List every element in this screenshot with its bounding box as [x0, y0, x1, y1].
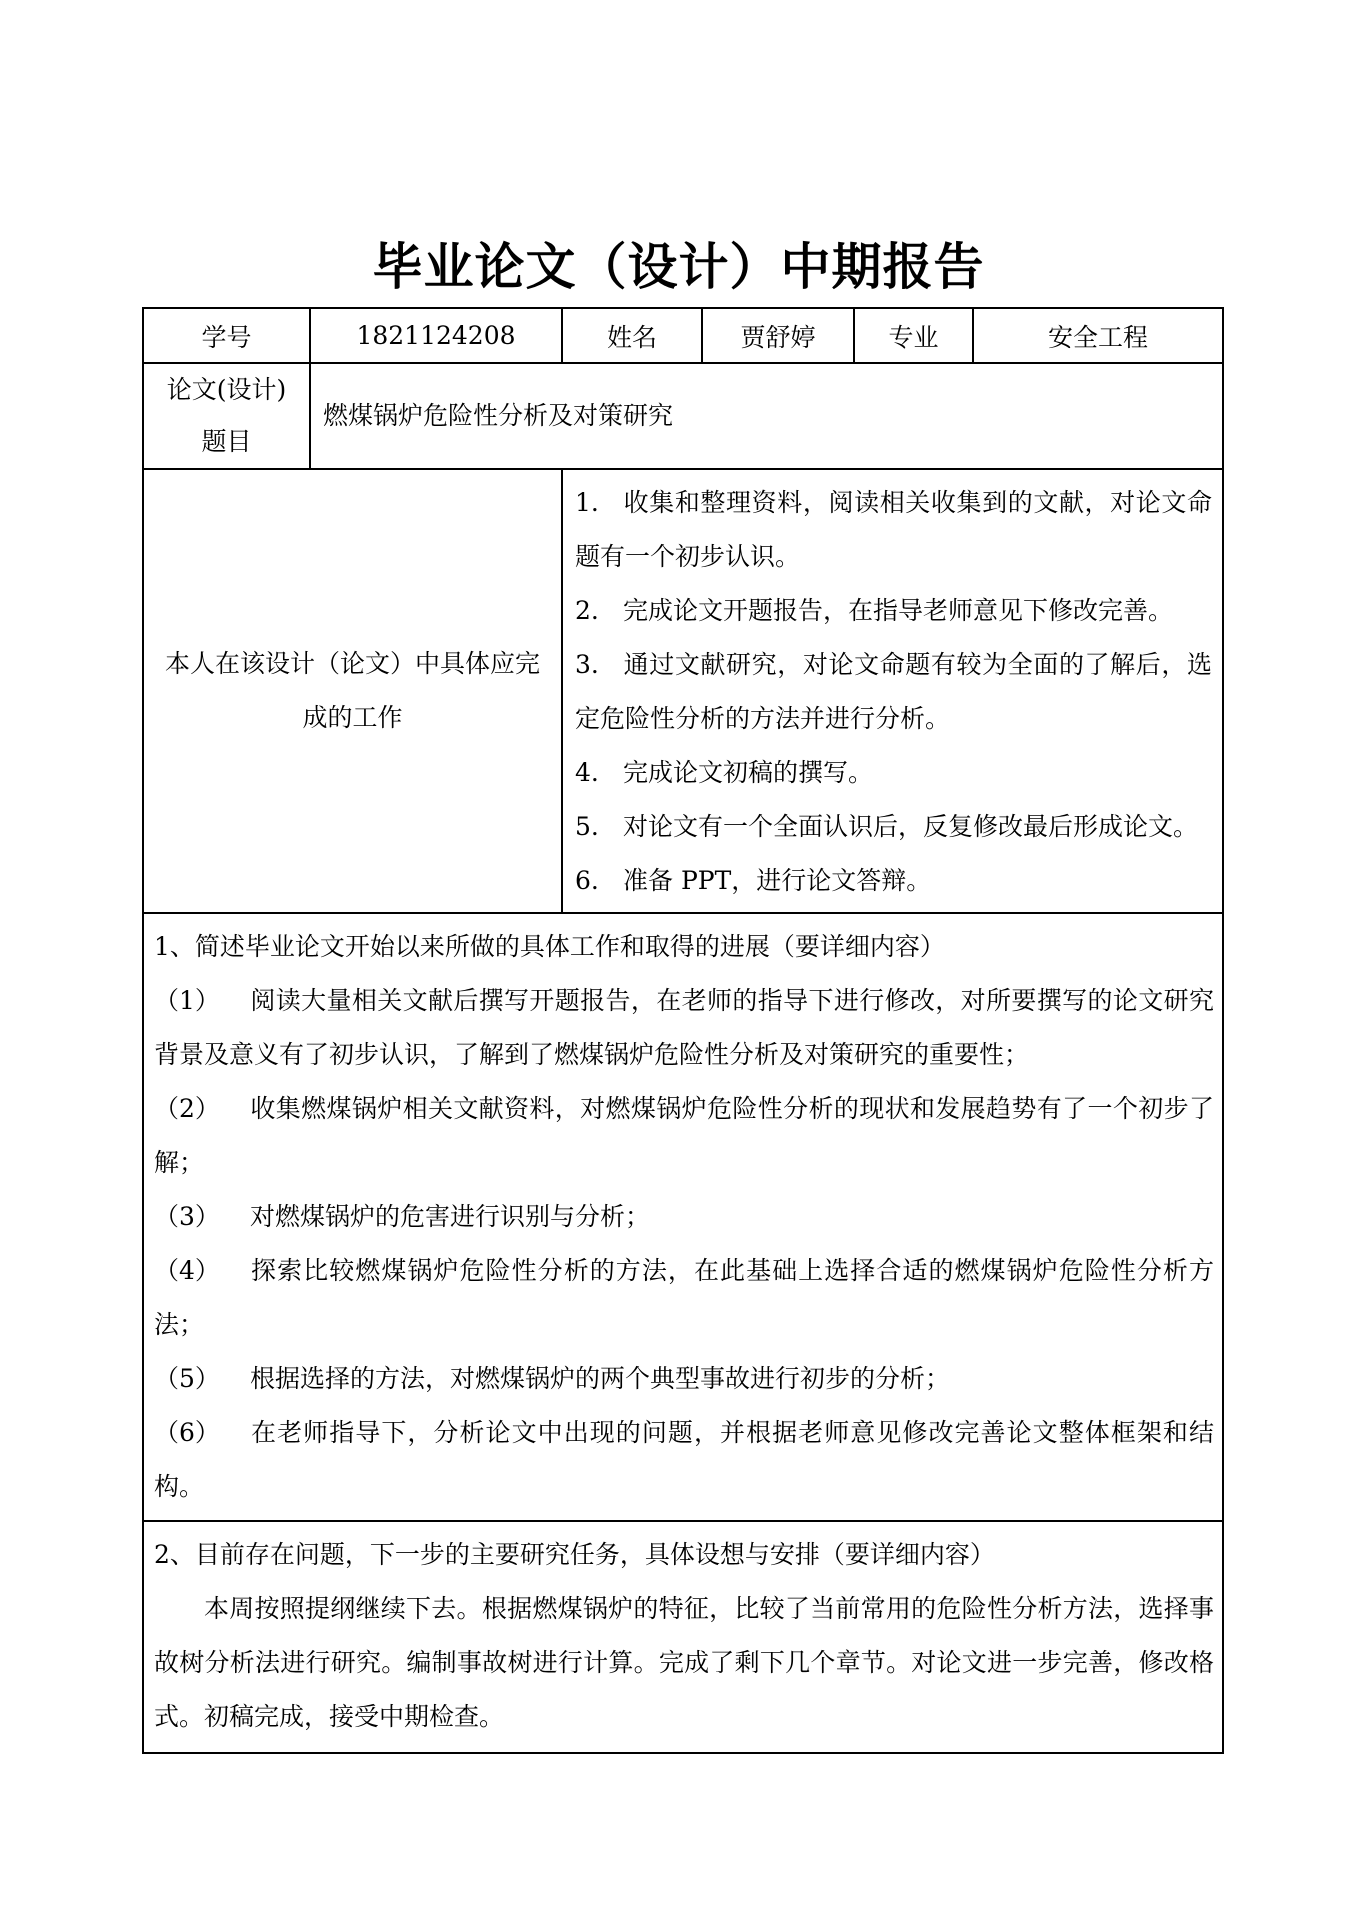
work-item-number: 3.	[575, 650, 599, 679]
progress-item-number: （5）	[154, 1364, 220, 1393]
header-row	[143, 308, 1223, 363]
progress-item-text: 根据选择的方法，对燃煤锅炉的两个典型事故进行初步的分析；	[250, 1364, 951, 1393]
work-item	[575, 584, 1212, 638]
work-item-number: 2.	[575, 596, 599, 625]
name-value: 贾舒婷	[702, 308, 854, 363]
major-value: 安全工程	[973, 308, 1223, 363]
progress-item	[154, 1244, 1214, 1352]
progress-item	[154, 1406, 1214, 1514]
work-items	[562, 469, 1223, 913]
work-item-number: 4.	[575, 758, 599, 787]
work-item-text: 通过文献研究，对论文命题有较为全面的了解后，选定危险性分析的方法并进行分析。	[575, 650, 1212, 733]
work-item	[575, 800, 1212, 854]
student-id-value: 1821124208	[310, 308, 562, 363]
name-label: 姓名	[562, 308, 702, 363]
topic-label	[143, 363, 310, 469]
work-item	[575, 746, 1212, 800]
topic-value: 燃煤锅炉危险性分析及对策研究	[310, 363, 1223, 469]
progress-item-number: （3）	[154, 1202, 220, 1231]
progress-item	[154, 1082, 1214, 1190]
progress-item-number: （4）	[154, 1256, 220, 1285]
work-label: 本人在该设计（论文）中具体应完成的工作	[143, 469, 562, 913]
progress-section	[143, 913, 1223, 1521]
work-item-text: 完成论文开题报告，在指导老师意见下修改完善。	[623, 596, 1174, 625]
progress-item-text: 对燃煤锅炉的危害进行识别与分析；	[250, 1202, 651, 1231]
report-title: 毕业论文（设计）中期报告	[372, 238, 985, 296]
topic-label-line1: 论文(设计)	[166, 375, 287, 404]
work-item	[575, 638, 1212, 746]
work-item	[575, 854, 1212, 908]
major-label: 专业	[854, 308, 973, 363]
work-item-text: 对论文有一个全面认识后，反复修改最后形成论文。	[623, 812, 1199, 841]
work-item-text: 准备 PPT，进行论文答辩。	[623, 866, 932, 895]
work-item-number: 5.	[575, 812, 599, 841]
plan-text: 本周按照提纲继续下去。根据燃煤锅炉的特征，比较了当前常用的危险性分析方法，选择事故树分析法进行研究。编制事故树进行计算。完成了剩下几个章节。对论文进一步完善，修改格式。初稿完成，接受中期检查。	[154, 1594, 1214, 1731]
progress-item	[154, 974, 1214, 1082]
progress-item-number: （2）	[154, 1094, 220, 1123]
progress-item	[154, 1352, 1214, 1406]
progress-row	[143, 913, 1223, 1521]
work-item-text: 完成论文初稿的撰写。	[623, 758, 874, 787]
student-id-label: 学号	[143, 308, 310, 363]
progress-item-text: 阅读大量相关文献后撰写开题报告，在老师的指导下进行修改，对所要撰写的论文研究背景及意义有了初步认识，了解到了燃煤锅炉危险性分析及对策研究的重要性；	[154, 986, 1214, 1069]
plan-row	[143, 1521, 1223, 1753]
progress-item-number: （1）	[154, 986, 220, 1015]
midterm-report-table	[142, 307, 1224, 1754]
work-item-text: 收集和整理资料，阅读相关收集到的文献，对论文命题有一个初步认识。	[575, 488, 1212, 571]
work-row	[143, 469, 1223, 913]
progress-item-number: （6）	[154, 1418, 220, 1447]
plan-section	[143, 1521, 1223, 1753]
plan-heading: 2、目前存在问题，下一步的主要研究任务，具体设想与安排（要详细内容）	[154, 1540, 995, 1569]
progress-item	[154, 1190, 1214, 1244]
work-item	[575, 476, 1212, 584]
progress-heading: 1、简述毕业论文开始以来所做的具体工作和取得的进展（要详细内容）	[154, 932, 945, 961]
progress-item-text: 在老师指导下，分析论文中出现的问题，并根据老师意见修改完善论文整体框架和结构。	[154, 1418, 1214, 1501]
topic-row	[143, 363, 1223, 469]
work-item-number: 6.	[575, 866, 599, 895]
progress-item-text: 收集燃煤锅炉相关文献资料，对燃煤锅炉危险性分析的现状和发展趋势有了一个初步了解；	[154, 1094, 1214, 1177]
work-item-number: 1.	[575, 488, 599, 517]
progress-item-text: 探索比较燃煤锅炉危险性分析的方法，在此基础上选择合适的燃煤锅炉危险性分析方法；	[154, 1256, 1214, 1339]
topic-label-line2: 题目	[201, 427, 252, 456]
